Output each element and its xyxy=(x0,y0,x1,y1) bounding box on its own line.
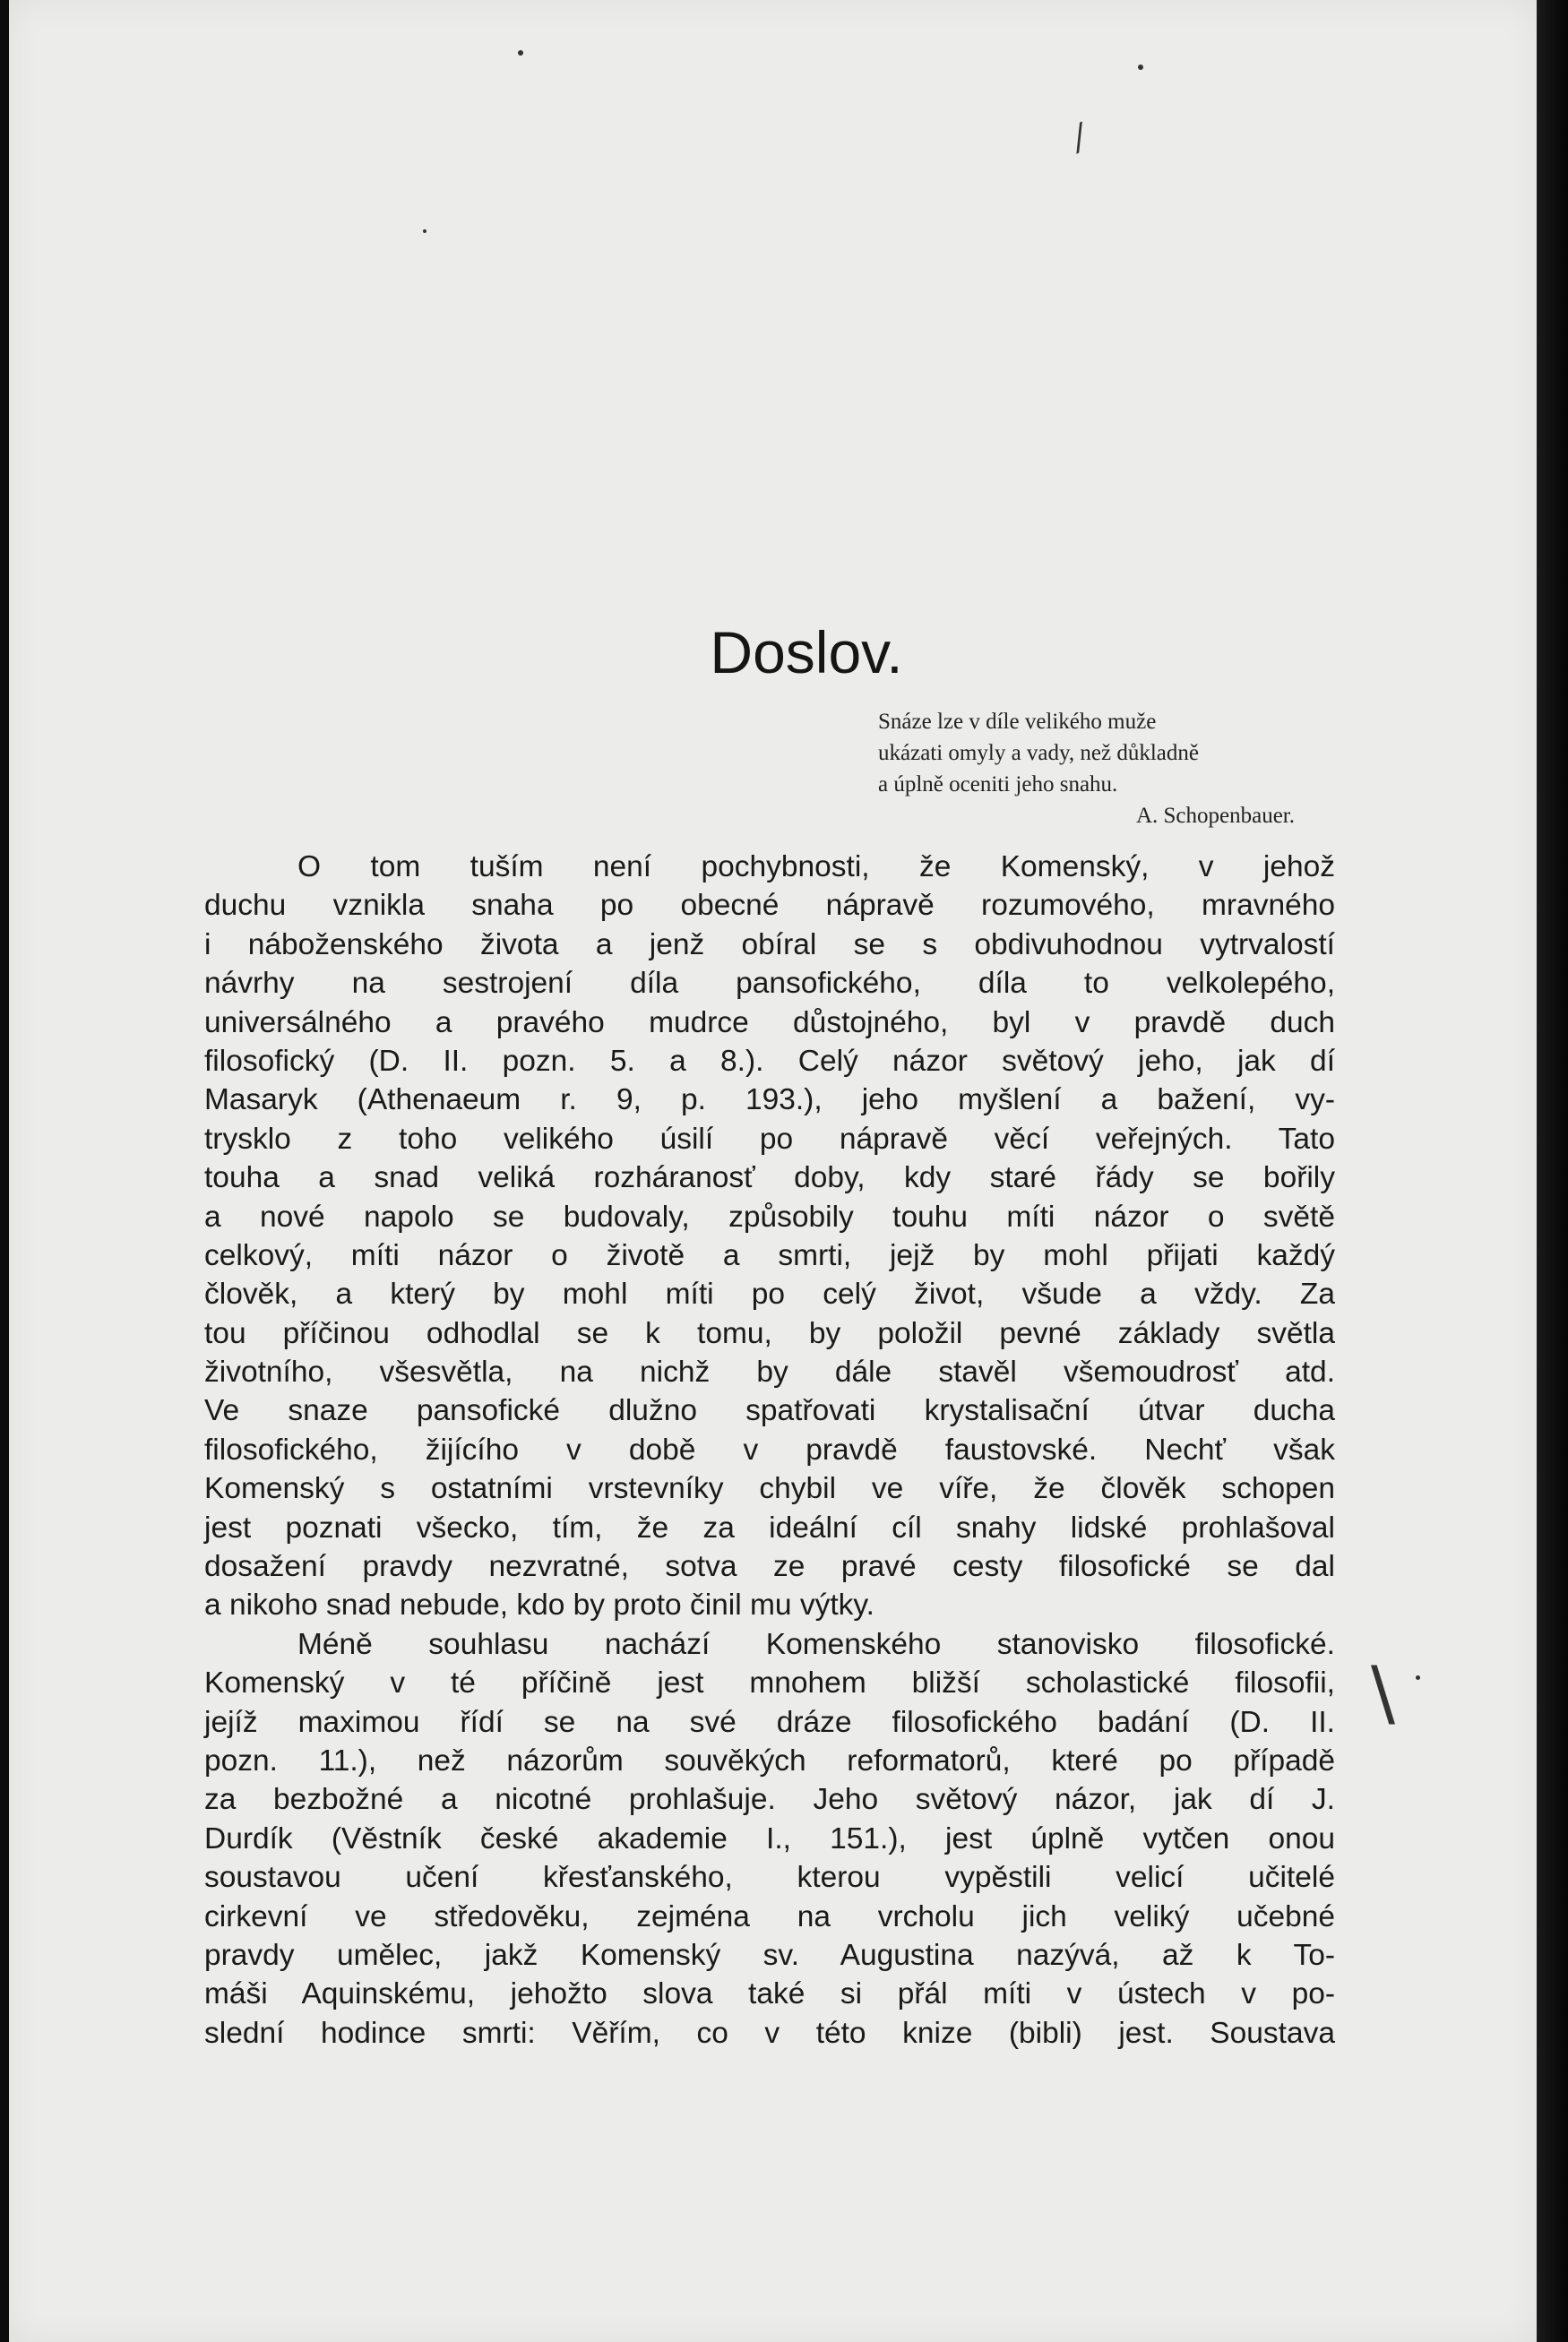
text-line: i náboženského života a jenž obíral se s obdivuhodnou vytrvalostí xyxy=(204,927,1335,961)
scan-speck xyxy=(423,229,426,233)
text-line: Ve snaze pansofické dlužno spatřovati krystalisační útvar ducha xyxy=(204,1394,1335,1428)
text-line: Komenský s ostatními vrstevníky chybil ve víře, že člověk schopen xyxy=(204,1472,1335,1506)
text-line: životního, všesvětla, na nichž by dále stavěl všemoudrosť atd. xyxy=(204,1356,1335,1390)
text-line: člověk, a který by mohl míti po celý život, všude a vždy. Za xyxy=(204,1278,1335,1312)
text-line: pozn. 11.), než názorům souvěkých reformatorů, které po případě xyxy=(204,1744,1335,1778)
text-line: filosofického, žijícího v době v pravdě faustovské. Nechť však xyxy=(204,1433,1335,1467)
text-line: Méně souhlasu nachází Komenského stanovisko filosofické. xyxy=(297,1627,1335,1661)
text-line: filosofický (D. II. pozn. 5. a 8.). Celý názor světový jeho, jak dí xyxy=(204,1044,1335,1078)
epigraph-line: Snáze lze v díle velikého muže xyxy=(878,710,1157,734)
epigraph-line: a úplně oceniti jeho snahu. xyxy=(878,772,1118,796)
page-title: Doslov. xyxy=(710,619,903,685)
scan-mark: ⁄ xyxy=(1068,118,1092,159)
text-line: O tom tuším není pochybnosti, že Komenský, v jehož xyxy=(297,850,1335,883)
text-line: pravdy umělec, jakž Komenský sv. Augustina nazývá, až k To- xyxy=(204,1938,1335,1972)
epigraph xyxy=(878,706,1348,831)
text-line: duchu vznikla snaha po obecné nápravě rozumového, mravného xyxy=(204,889,1335,923)
margin-bracket-mark: \ xyxy=(1371,1651,1395,1735)
text-line: Komenský v té příčině jest mnohem bližší scholastické filosofii, xyxy=(204,1666,1335,1701)
text-line: touha a snad veliká rozháranosť doby, kdy staré řády se bořily xyxy=(204,1161,1335,1195)
text-line: Masaryk (Athenaeum r. 9, p. 193.), jeho myšlení a bažení, vy- xyxy=(204,1083,1335,1117)
text-line: dosažení pravdy nezvratné, sotva ze pravé cesty filosofické se dal xyxy=(204,1550,1335,1584)
scan-speck xyxy=(1416,1675,1420,1680)
scan-speck xyxy=(518,50,523,56)
text-line: Durdík (Věstník české akademie I., 151.), jest úplně vytčen onou xyxy=(204,1821,1335,1856)
text-line: návrhy na sestrojení díla pansofického, díla to velkolepého, xyxy=(204,967,1335,1001)
text-line: a nikoho snad nebude, kdo by proto činil mu výtky. xyxy=(204,1589,874,1623)
scan-speck xyxy=(1138,65,1143,70)
page-edge-shadow xyxy=(1537,0,1568,2342)
epigraph-author: A. Schopenbauer. xyxy=(1135,804,1295,828)
text-line: slední hodince smrti: Věřím, co v této knize (bibli) jest. Soustava xyxy=(204,2016,1335,2050)
text-line: soustavou učení křesťanského, kterou vypěstili velicí učitelé xyxy=(204,1861,1335,1895)
text-line: tou příčinou odhodlal se k tomu, by položil pevné základy světla xyxy=(204,1316,1335,1350)
text-line: máši Aquinskému, jehožto slova také si přál míti v ústech v po- xyxy=(204,1977,1335,2011)
text-line: jejíž maximou řídí se na své dráze filosofického badání (D. II. xyxy=(204,1705,1335,1739)
text-line: jest poznati všecko, tím, že za ideální cíl snahy lidské prohlašoval xyxy=(204,1511,1335,1545)
text-line: universálného a pravého mudrce důstojného, byl v pravdě duch xyxy=(204,1005,1335,1039)
text-line: trysklo z toho velikého úsilí po nápravě věcí veřejných. Tato xyxy=(204,1122,1335,1156)
epigraph-line: ukázati omyly a vady, než důkladně xyxy=(878,741,1199,765)
text-line: cirkevní ve středověku, zejména na vrcholu jich veliký učebné xyxy=(204,1899,1335,1933)
text-line: celkový, míti názor o životě a smrti, jejž by mohl přijati každý xyxy=(204,1238,1335,1272)
text-line: za bezbožné a nicotné prohlašuje. Jeho světový názor, jak dí J. xyxy=(204,1783,1335,1817)
text-line: a nové napolo se budovaly, způsobily touhu míti názor o světě xyxy=(204,1200,1335,1234)
body-text xyxy=(204,848,1335,2053)
